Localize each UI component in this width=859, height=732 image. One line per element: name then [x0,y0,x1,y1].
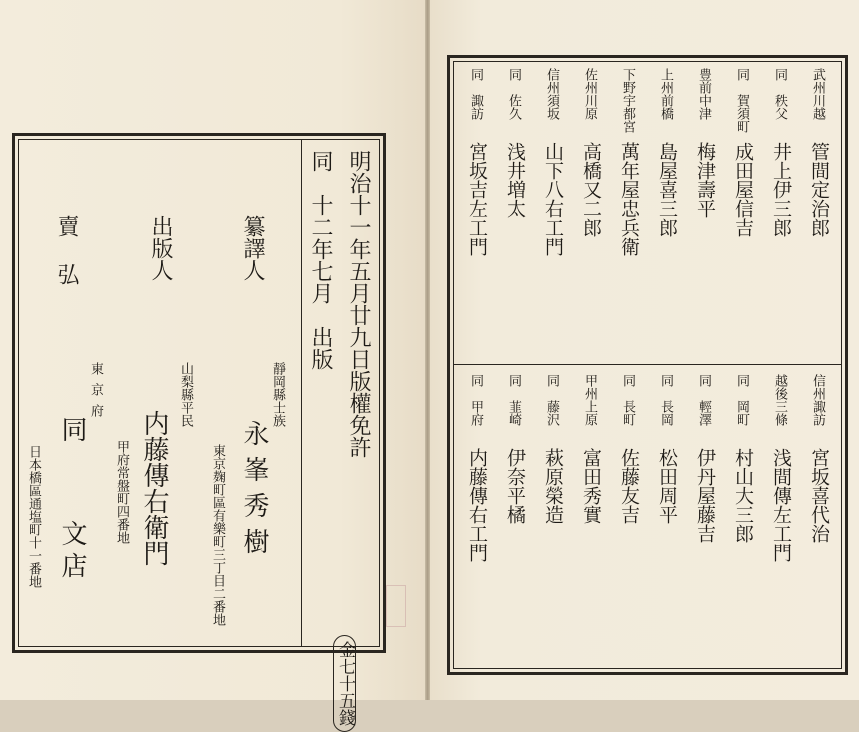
list-item-place: 同 岡町 [734,374,749,426]
list-item-name: 浅井増太 [504,142,526,218]
seller-name: 文店 [57,520,87,584]
list-item-name: 佐藤友吉 [618,448,640,524]
compiler-address: 東京麹町區有樂町三丁目二番地 [210,444,225,626]
list-item-name: 伊奈平橘 [504,448,526,524]
license-date: 明治十一年五月廿九日版權免許 [346,150,371,458]
list-item-name: 高橋又二郎 [580,142,602,237]
list-item-place: 下野宇都宮 [620,68,635,133]
list-item-name: 梅津壽平 [694,142,716,218]
bookseller-list-frame [447,55,848,675]
compiler-origin: 靜岡縣士族 [270,362,285,427]
list-item-name: 管間定治郎 [808,142,830,237]
list-item-place: 同 諏訪 [468,68,483,120]
list-item-name: 萩原榮造 [542,448,564,524]
list-item-name: 成田屋信吉 [732,142,754,237]
seller-label: 賣弘 [54,215,79,311]
seller-same: 同 [57,416,87,442]
seal-stamp [386,585,406,627]
list-item-place: 越後三條 [772,374,787,426]
list-item-name: 宮坂喜代治 [808,448,830,543]
list-item-place: 豊前中津 [696,68,711,120]
list-item-place: 上州前橋 [658,68,673,120]
publisher-address: 甲府常盤町四番地 [114,440,129,544]
list-item-name: 山下八右工門 [542,142,564,256]
price-box: 金七十五錢 [333,635,356,732]
seller-address: 日本橋區通塩町十一番地 [26,445,41,588]
list-item-place: 信州須坂 [544,68,559,120]
list-item-place: 同 輕澤 [696,374,711,426]
publish-date: 同 十二年七月 出版 [308,150,333,370]
list-item-place: 同 佐久 [506,68,521,120]
list-item-place: 同 甲府 [468,374,483,426]
colophon-inner-border [18,139,380,726]
list-item-name: 伊丹屋藤吉 [694,448,716,543]
compiler-name: 永峯秀樹 [239,420,269,564]
list-item-place: 同 長町 [620,374,635,426]
list-divider [454,364,841,365]
list-inner-border [453,61,842,669]
colophon-frame [12,133,386,726]
list-item-name: 村山大三郎 [732,448,754,543]
list-item-name: 井上伊三郎 [770,142,792,237]
list-item-place: 武州川越 [810,68,825,120]
list-item-name: 富田秀實 [580,448,602,524]
publisher-label: 出版人 [148,215,173,281]
list-item-name: 宮坂吉左工門 [466,142,488,256]
list-item-place: 佐州川原 [582,68,597,120]
publisher-name: 内藤傳右衛門 [139,410,169,566]
compiler-label: 纂譯人 [240,215,265,281]
list-item-place: 同 長岡 [658,374,673,426]
seller-city: 東京府 [88,362,103,425]
list-item-place: 同 韮崎 [506,374,521,426]
publisher-origin: 山梨縣平民 [178,362,193,427]
list-item-place: 同 秩父 [772,68,787,120]
list-item-place: 同 藤沢 [544,374,559,426]
list-item-name: 島屋喜三郎 [656,142,678,237]
list-item-place: 信州諏訪 [810,374,825,426]
list-item-name: 内藤傳右工門 [466,448,488,562]
list-item-place: 同 賀須町 [734,68,749,133]
list-item-name: 浅間傳左工門 [770,448,792,562]
list-item-place: 甲州上原 [582,374,597,426]
colophon-divider [301,140,302,646]
list-item-name: 萬年屋忠兵衛 [618,142,640,256]
list-item-name: 松田周平 [656,448,678,524]
